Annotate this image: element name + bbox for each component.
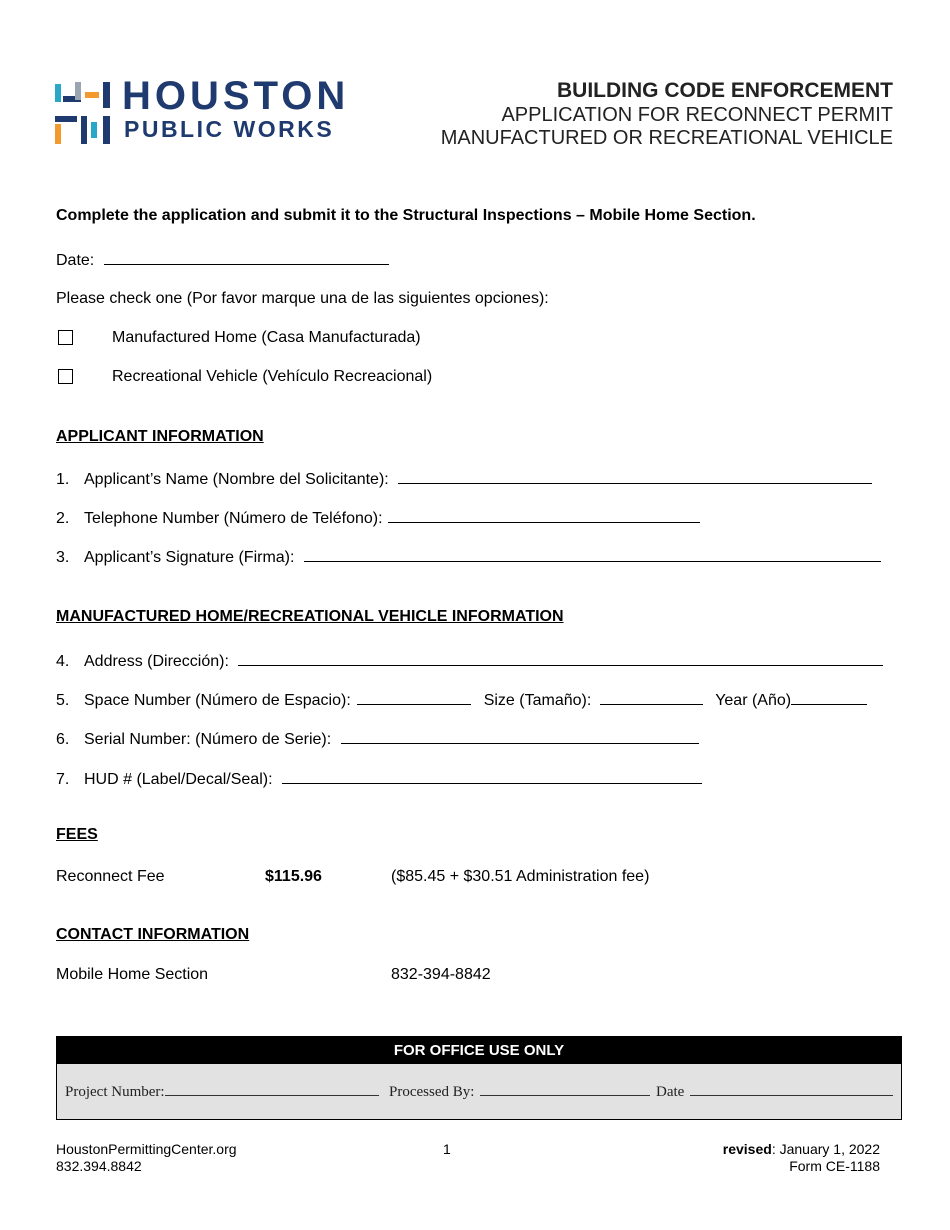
applicant-name-row (56, 467, 872, 490)
logo-bar (55, 124, 61, 144)
contact-heading: CONTACT INFORMATION (56, 926, 250, 943)
size-field[interactable] (600, 688, 703, 705)
office-use-box (56, 1036, 902, 1120)
fees-heading: FEES (56, 826, 98, 843)
reconnect-fee-amount: $115.96 (265, 868, 322, 885)
office-date-label: Date (656, 1084, 685, 1100)
manufactured-home-checkbox[interactable] (58, 330, 73, 345)
item-number: 7. (56, 771, 70, 788)
office-date-row (656, 1082, 893, 1101)
year-field[interactable] (791, 688, 867, 705)
page-subtitle: APPLICATION FOR RECONNECT PERMIT (501, 104, 893, 126)
processed-by-field[interactable] (480, 1082, 650, 1096)
revised-date (723, 1141, 880, 1158)
serial-number-field[interactable] (341, 727, 699, 744)
item-number: 4. (56, 653, 70, 670)
signature-row (56, 545, 881, 568)
vehicle-heading: MANUFACTURED HOME/RECREATIONAL VEHICLE INFORMATION (56, 608, 564, 625)
check-prompt: Please check one (Por favor marque una de las siguientes opciones): (56, 290, 549, 307)
date-label: Date: (56, 252, 95, 269)
page-number: 1 (443, 1141, 451, 1157)
item-number: 2. (56, 510, 70, 527)
reconnect-fee-detail: ($85.45 + $30.51 Administration fee) (391, 868, 650, 885)
date-field[interactable] (104, 248, 389, 265)
logo-bar (85, 92, 99, 98)
revised-date-value: : January 1, 2022 (771, 1141, 880, 1157)
serial-row (56, 727, 699, 750)
manufactured-home-label: Manufactured Home (Casa Manufacturada) (112, 329, 421, 346)
logo-bar (103, 82, 110, 108)
serial-number-label: Serial Number: (Número de Serie): (84, 731, 332, 748)
item-number: 1. (56, 471, 70, 488)
reconnect-fee-label: Reconnect Fee (56, 868, 165, 885)
item-number: 5. (56, 692, 70, 709)
recreational-vehicle-label: Recreational Vehicle (Vehículo Recreacional) (112, 368, 433, 385)
contact-label: Mobile Home Section (56, 966, 209, 983)
houston-logo-mark (55, 82, 113, 144)
logo-public-works-text: PUBLIC WORKS (124, 116, 335, 142)
address-label: Address (Dirección): (84, 653, 229, 670)
applicant-name-label: Applicant’s Name (Nombre del Solicitante): (84, 471, 389, 488)
project-number-row (65, 1082, 379, 1101)
signature-label: Applicant’s Signature (Firma): (84, 549, 295, 566)
page-subtitle-2: MANUFACTURED OR RECREATIONAL VEHICLE (440, 127, 893, 149)
project-number-label: Project Number: (65, 1084, 165, 1100)
logo-bar (81, 116, 87, 144)
project-number-field[interactable] (165, 1082, 379, 1096)
footer-phone: 832.394.8842 (56, 1158, 142, 1174)
telephone-label: Telephone Number (Número de Teléfono): (84, 510, 383, 527)
space-number-label: Space Number (Número de Espacio): (84, 692, 351, 709)
telephone-row (56, 506, 700, 529)
logo-bar (55, 116, 77, 122)
item-number: 3. (56, 549, 70, 566)
revised-label: revised (722, 1141, 772, 1157)
logo-bar (103, 116, 110, 144)
signature-field[interactable] (304, 545, 881, 562)
processed-by-row (389, 1082, 650, 1101)
footer-website: HoustonPermittingCenter.org (56, 1141, 237, 1157)
applicant-heading: APPLICANT INFORMATION (56, 428, 264, 445)
logo-houston-text: HOUSTON (122, 74, 350, 118)
address-field[interactable] (238, 649, 883, 666)
space-number-field[interactable] (357, 688, 471, 705)
hud-label: HUD # (Label/Decal/Seal): (84, 771, 273, 788)
year-label: Year (Año) (715, 692, 792, 709)
logo-bar (55, 84, 61, 102)
form-number: Form CE-1188 (789, 1158, 880, 1174)
hud-row (56, 767, 702, 790)
applicant-name-field[interactable] (398, 467, 872, 484)
office-date-field[interactable] (690, 1082, 893, 1096)
size-label: Size (Tamaño): (483, 692, 592, 709)
instructions: Complete the application and submit it to the Structural Inspections – Mobile Home Section. (56, 207, 756, 224)
logo-bar (91, 122, 97, 138)
processed-by-label: Processed By: (389, 1084, 475, 1100)
address-row (56, 649, 883, 672)
telephone-field[interactable] (388, 506, 700, 523)
hud-field[interactable] (282, 767, 702, 784)
date-row (56, 248, 389, 271)
space-row (56, 688, 867, 711)
logo-bar (75, 82, 81, 100)
office-use-heading: FOR OFFICE USE ONLY (57, 1037, 901, 1064)
page-title: BUILDING CODE ENFORCEMENT (557, 79, 893, 102)
recreational-vehicle-checkbox[interactable] (58, 369, 73, 384)
item-number: 6. (56, 731, 70, 748)
contact-phone: 832-394-8842 (391, 966, 491, 983)
